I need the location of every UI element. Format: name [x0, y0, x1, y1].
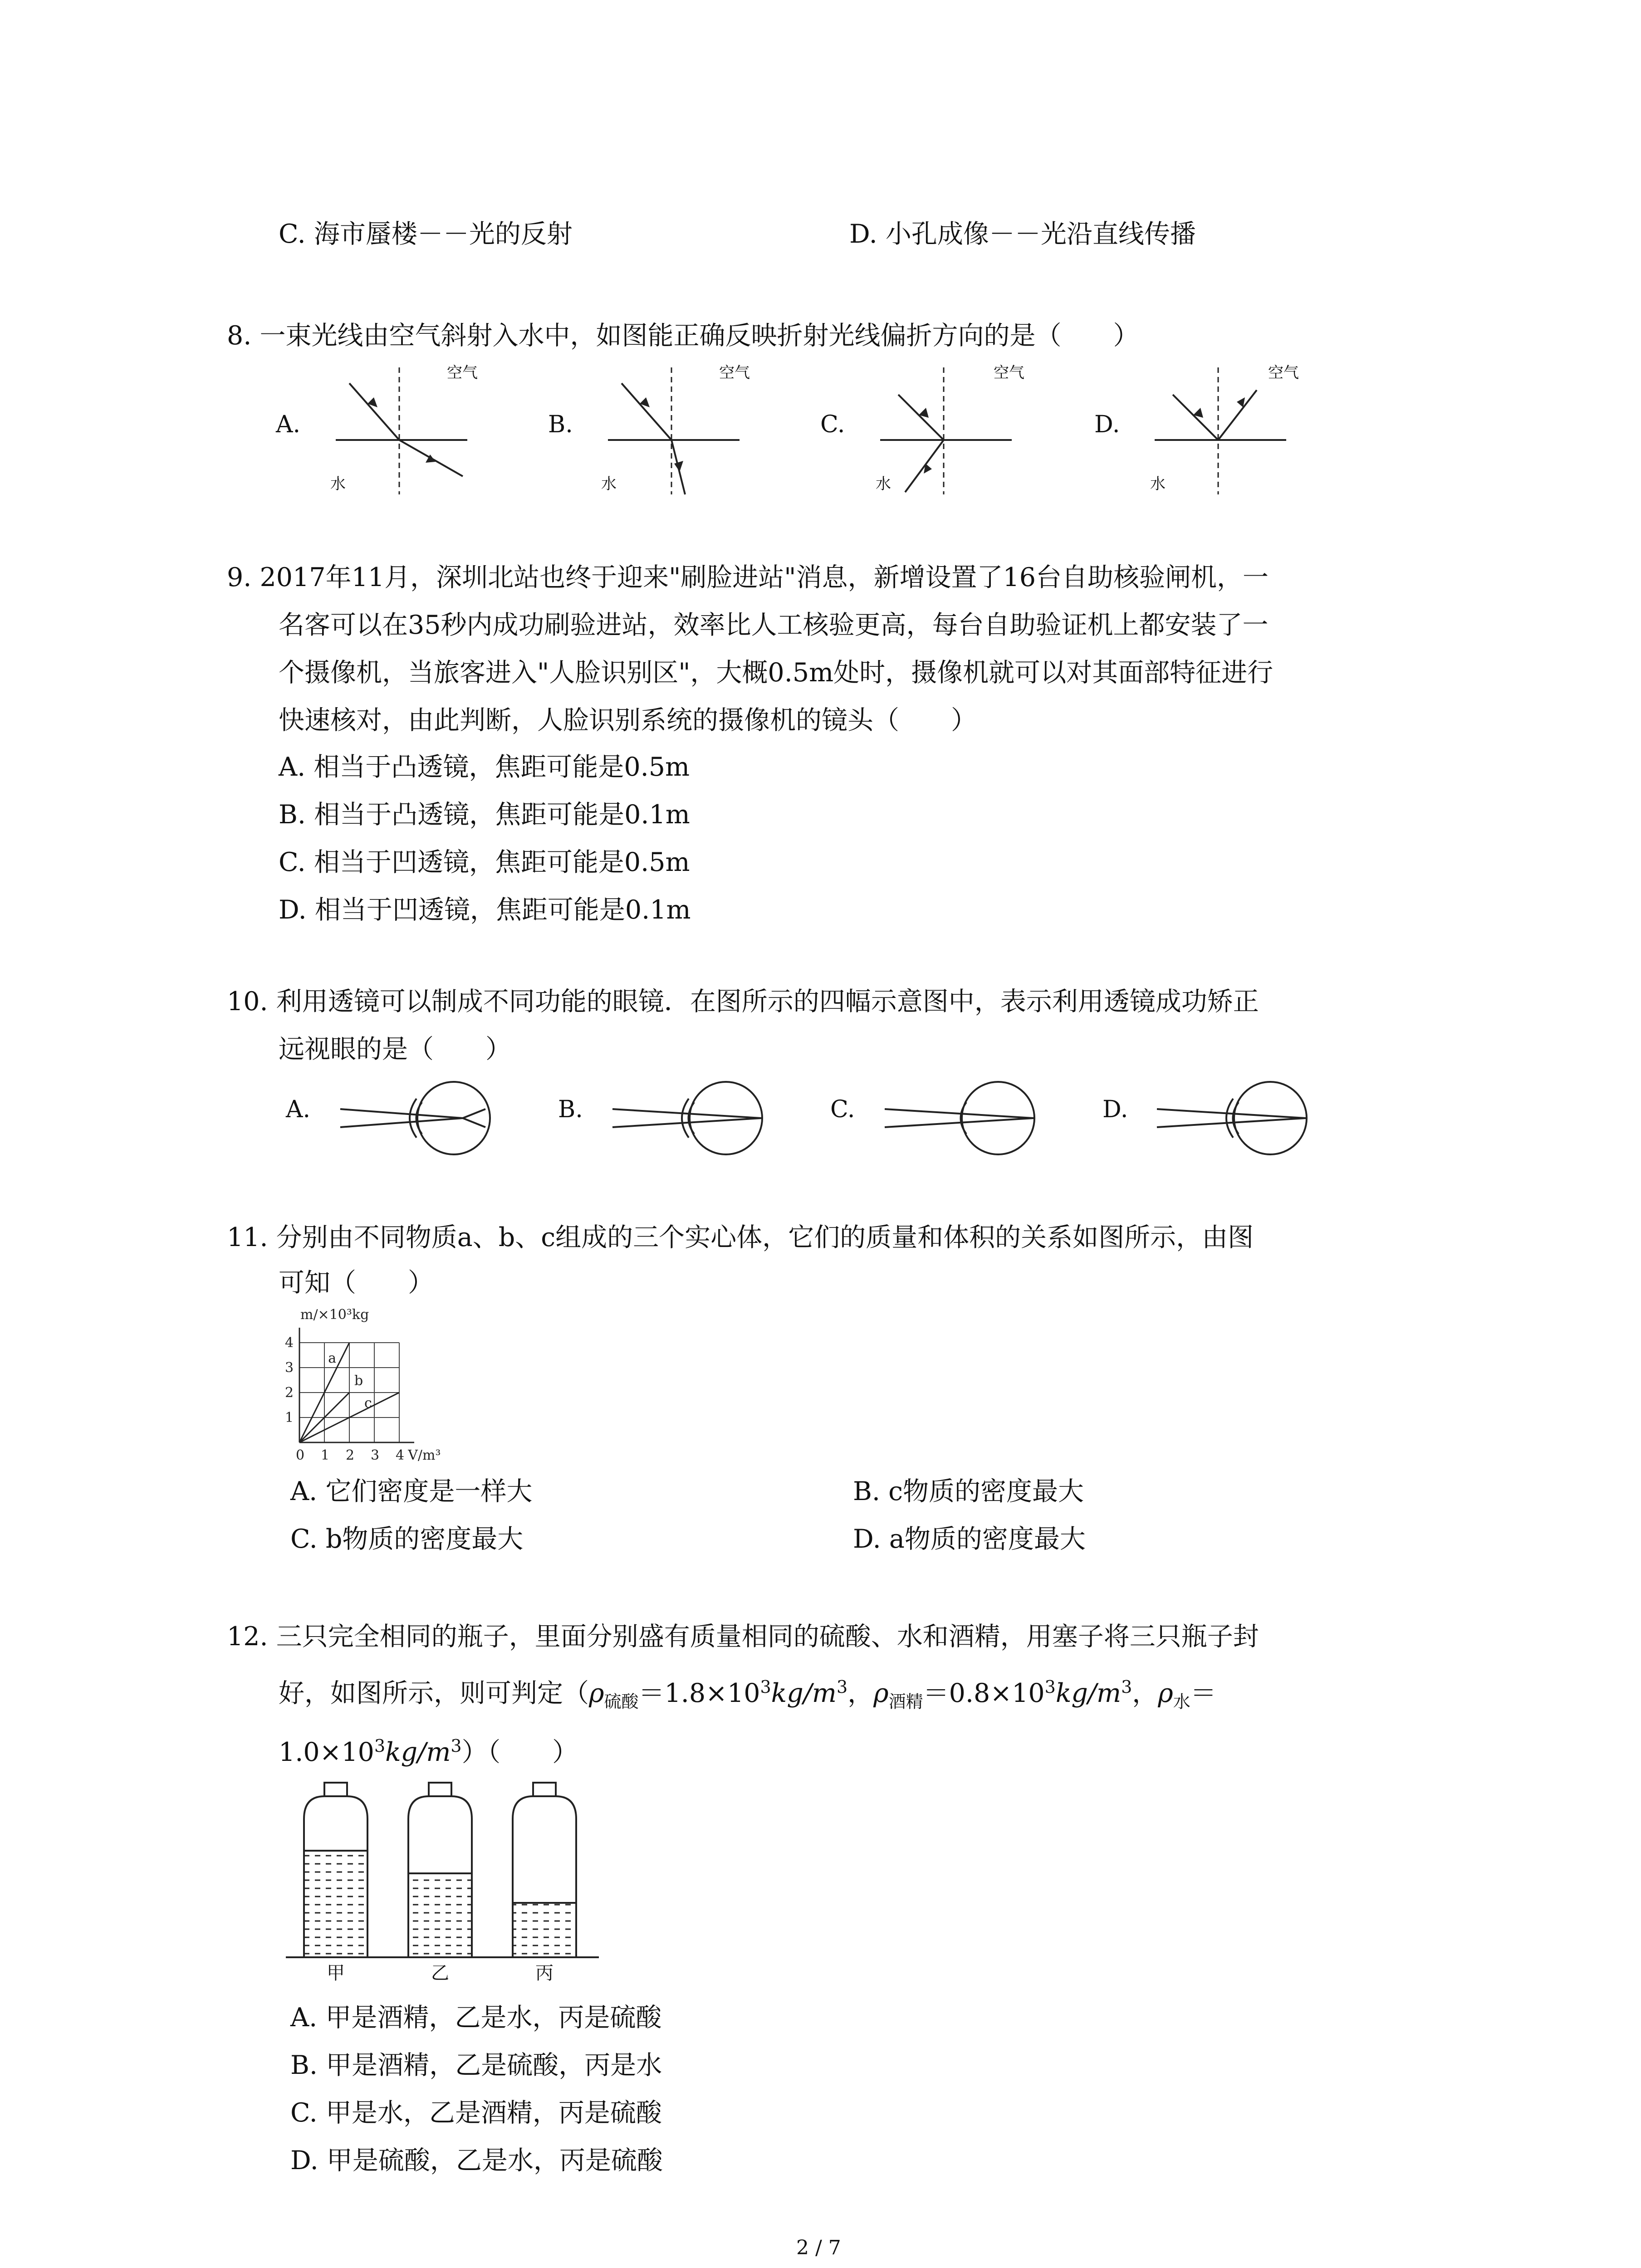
q9-option-c: C. 相当于凹透镜，焦距可能是0.5m	[279, 847, 690, 877]
page-number: 2 / 7	[796, 2236, 841, 2259]
rho-sub-water: 水	[1173, 1691, 1190, 1712]
rho-sub-alcohol: 酒精	[888, 1691, 923, 1712]
q8-air-c: 空气	[994, 364, 1024, 382]
q12-value-3: ＝	[1190, 1678, 1216, 1708]
q8-water-a: 水	[330, 475, 346, 493]
q12-unit-3: kg/m	[385, 1737, 451, 1767]
q8-label-c: C.	[820, 411, 845, 438]
y-tick-2: 2	[285, 1385, 294, 1401]
y-axis-label: m/×10³kg	[300, 1307, 369, 1323]
q12-line-1: 12. 三只完全相同的瓶子，里面分别盛有质量相同的硫酸、水和酒精，用塞子将三只瓶子封	[227, 1622, 1259, 1652]
q8-options-figure	[272, 363, 1361, 501]
q8-stem: 8. 一束光线由空气斜射入水中，如图能正确反映折射光线偏折方向的是（ ）	[227, 321, 1139, 351]
rho-3: ρ	[1158, 1678, 1173, 1708]
bottle-label-bing: 丙	[535, 1963, 554, 1984]
q10-label-c: C.	[830, 1096, 855, 1123]
q12-line-3: $1.0\times 10^3kg/m^3$）（ ）	[279, 1736, 578, 1767]
q8-option-d-diagram	[1155, 367, 1286, 494]
q12-unit-1: kg/m	[771, 1678, 837, 1708]
q10-label-b: B.	[558, 1096, 583, 1123]
q12-exp-3b: 3	[451, 1736, 462, 1756]
q8-label-d: D.	[1094, 411, 1120, 438]
q8-air-a: 空气	[447, 364, 478, 382]
x-tick-3: 3	[371, 1447, 380, 1463]
q10-eye-diagrams	[272, 1075, 1361, 1163]
q9-line-2: 名客可以在35秒内成功刷验进站，效率比人工核验更高，每台自助验证机上都安装了一	[279, 610, 1269, 640]
x-axis-label: V/m³	[408, 1447, 441, 1463]
q12-option-b: B. 甲是酒精，乙是硫酸，丙是水	[290, 2050, 662, 2080]
q12-exp-1b: 3	[836, 1677, 848, 1697]
bottle-label-yi: 乙	[431, 1963, 449, 1984]
q10-label-d: D.	[1102, 1096, 1128, 1123]
q8-option-c-diagram	[880, 367, 1012, 494]
q9-line-4: 快速核对，由此判断，人脸识别系统的摄像机的镜头（ ）	[279, 705, 977, 735]
q11-option-b: B. c物质的密度最大	[853, 1476, 1084, 1506]
q10-line-2: 远视眼的是（ ）	[279, 1034, 511, 1064]
q7-option-d: D. 小孔成像－－光沿直线传播	[849, 219, 1196, 249]
y-tick-3: 3	[285, 1360, 294, 1376]
q10-eye-c	[885, 1082, 1034, 1154]
q12-exp-2b: 3	[1121, 1677, 1132, 1697]
q12-value-2: ＝0.8×10	[923, 1678, 1045, 1708]
q8-water-c: 水	[876, 475, 891, 493]
q11-chart	[281, 1306, 472, 1481]
q12-line3-value: 1.0×10	[279, 1737, 374, 1767]
q9-option-d: D. 相当于凹透镜，焦距可能是0.1m	[279, 895, 691, 925]
q8-option-a-diagram	[336, 367, 467, 494]
q12-exp-3: 3	[374, 1736, 386, 1756]
series-label-c: c	[364, 1395, 372, 1411]
q10-eye-b	[612, 1082, 762, 1154]
q11-option-c: C. b物质的密度最大	[290, 1524, 524, 1554]
q11-line-1: 11. 分别由不同物质a、b、c组成的三个实心体，它们的质量和体积的关系如图所示，由图	[227, 1222, 1254, 1252]
x-tick-2: 2	[346, 1447, 355, 1463]
q8-water-b: 水	[601, 475, 617, 493]
q12-option-c: C. 甲是水，乙是酒精，丙是硫酸	[290, 2098, 662, 2128]
q12-unit-2: kg/m	[1055, 1678, 1122, 1708]
q12-bottles-figure	[281, 1778, 608, 1984]
y-tick-4: 4	[285, 1335, 294, 1351]
q12-answer-paren: （ ）	[487, 1737, 578, 1767]
bottle-yi	[408, 1783, 472, 1957]
y-tick-1: 1	[285, 1410, 294, 1426]
rho-1: ρ	[589, 1678, 604, 1708]
q9-line-1: 9. 2017年11月，深圳北站也终于迎来"刷脸进站"消息，新增设置了16台自助核验闸机，一	[227, 562, 1269, 592]
x-tick-4: 4	[396, 1447, 405, 1463]
rho-2: ρ	[873, 1678, 889, 1708]
q12-exp-1: 3	[760, 1677, 771, 1697]
q10-eye-a	[340, 1082, 490, 1154]
q9-line-3: 个摄像机，当旅客进入"人脸识别区"，大概0.5m处时，摄像机就可以对其面部特征进行	[279, 658, 1274, 688]
q12-value-1: ＝1.8×10	[638, 1678, 760, 1708]
q8-label-a: A.	[276, 411, 301, 438]
q7-option-c: C. 海市蜃楼－－光的反射	[279, 219, 573, 249]
q9-option-a: A. 相当于凸透镜，焦距可能是0.5m	[279, 752, 690, 782]
q12-exp-2: 3	[1044, 1677, 1056, 1697]
q11-option-d: D. a物质的密度最大	[853, 1524, 1086, 1554]
q12-option-d: D. 甲是硫酸，乙是水，丙是硫酸	[290, 2146, 663, 2175]
q8-option-b-diagram	[608, 367, 740, 494]
q10-line-1: 10. 利用透镜可以制成不同功能的眼镜．在图所示的四幅示意图中，表示利用透镜成功矫正	[227, 987, 1259, 1017]
q9-option-b: B. 相当于凸透镜，焦距可能是0.1m	[279, 800, 690, 830]
x-tick-1: 1	[321, 1447, 330, 1463]
series-label-a: a	[328, 1350, 337, 1366]
bottle-label-jia: 甲	[327, 1963, 345, 1984]
rho-sub-sulfuric: 硫酸	[604, 1691, 639, 1712]
bottle-jia	[304, 1783, 367, 1957]
q10-eye-d	[1157, 1082, 1307, 1154]
series-label-b: b	[354, 1373, 363, 1389]
q11-option-a: A. 它们密度是一样大	[290, 1476, 533, 1506]
q12-line-2: 好，如图所示，则可判定（$\rho_{硫酸}=1.8\times 10^3kg/m^3$，$\rho_{酒精}=0.8\times 10^3kg/m^3$，$\rho_水=$	[279, 1677, 1216, 1712]
x-tick-0: 0	[296, 1447, 305, 1463]
q8-label-b: B.	[548, 411, 573, 438]
q8-air-d: 空气	[1268, 364, 1299, 382]
q12-option-a: A. 甲是酒精，乙是水，丙是硫酸	[290, 2003, 662, 2033]
q10-label-a: A.	[286, 1096, 311, 1123]
q11-line-2: 可知（ ）	[279, 1268, 434, 1298]
q8-air-b: 空气	[719, 364, 750, 382]
q12-line2-text: 好，如图所示，则可判定（	[279, 1678, 589, 1708]
bottle-bing	[513, 1783, 576, 1957]
q8-water-d: 水	[1150, 475, 1166, 493]
